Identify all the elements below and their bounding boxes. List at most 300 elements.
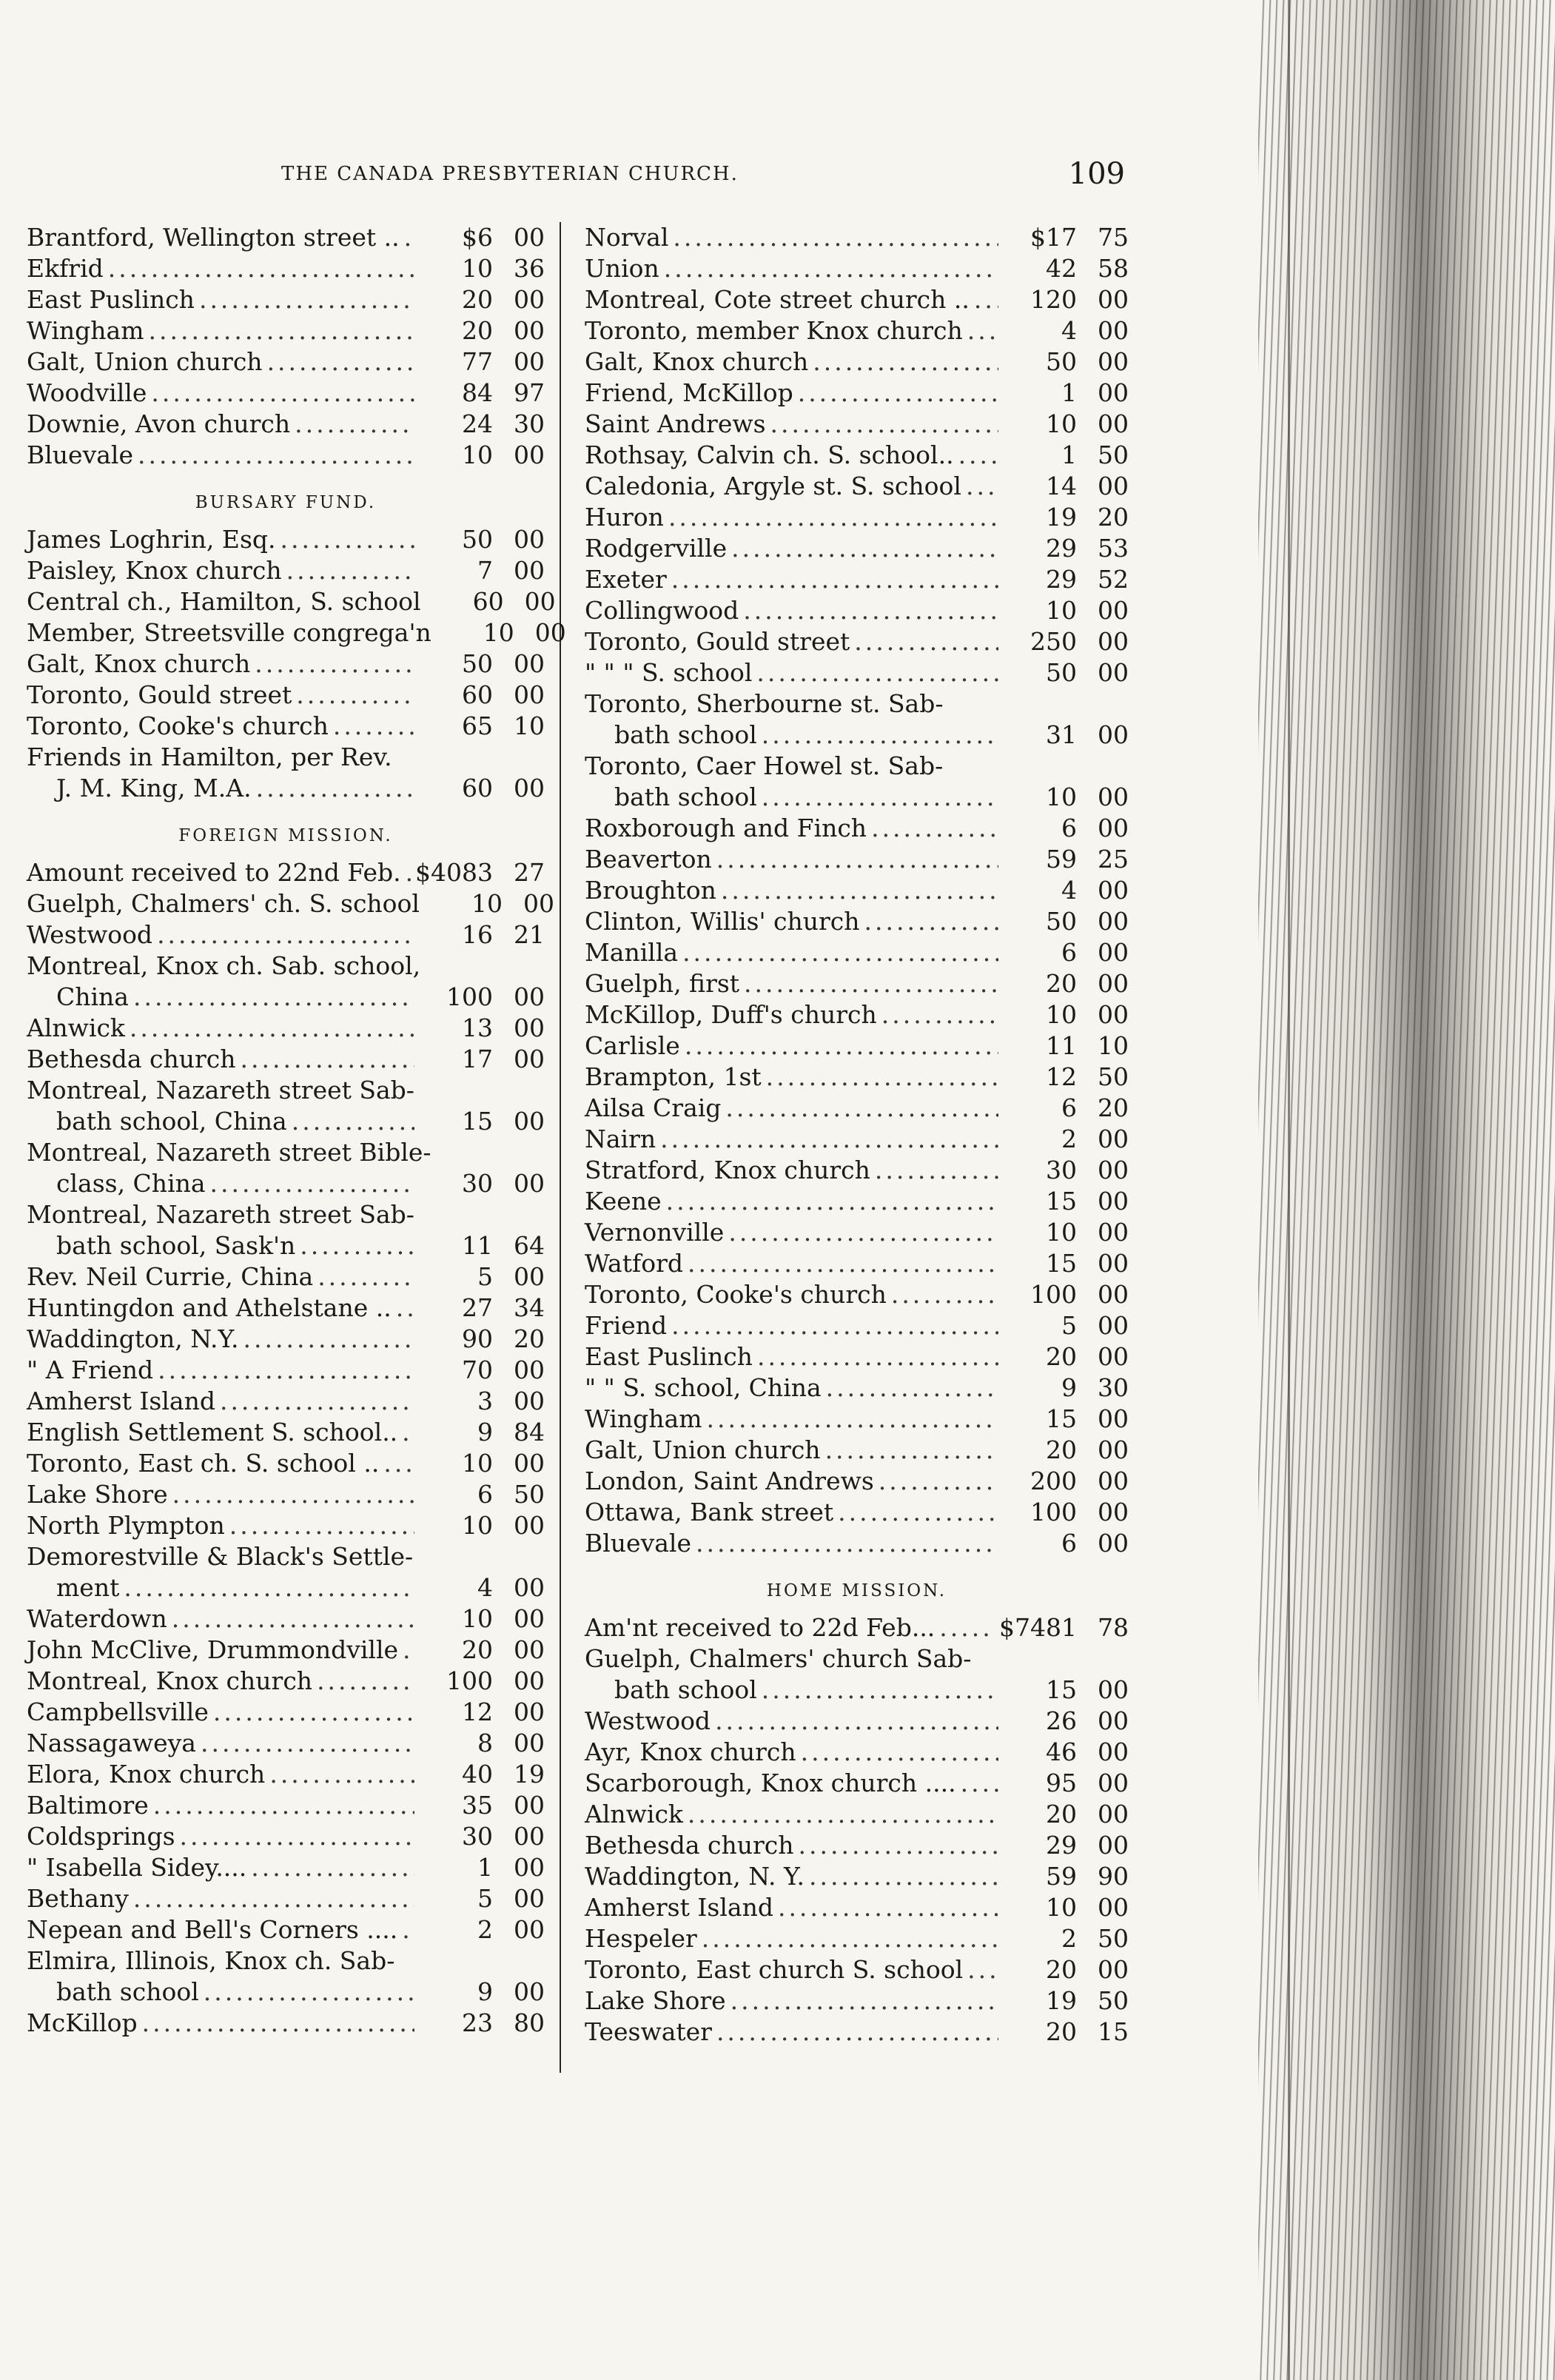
ledger-row [27, 1137, 545, 1168]
amount-cents: 00 [1098, 1156, 1129, 1184]
dot-leader [688, 1248, 998, 1279]
amount-cents: 20 [1098, 1093, 1129, 1122]
entry-amount [415, 857, 545, 888]
ledger-row [585, 284, 1129, 315]
bursary-list [27, 524, 566, 804]
ledger-row [27, 1044, 545, 1075]
entry-amount [419, 1790, 545, 1821]
entry-amount [1003, 844, 1129, 875]
entry-label: Am'nt received to 22d Feb... [585, 1613, 936, 1642]
entry-label: Wingham [27, 316, 144, 345]
amount-cents: 00 [1098, 1187, 1129, 1216]
amount-cents: 10 [514, 711, 545, 740]
amount-cents: 00 [1098, 378, 1129, 407]
entry-label: Lake Shore [27, 1480, 168, 1509]
amount-dollars: 10 [1046, 1218, 1077, 1247]
amount-dollars: 120 [1030, 285, 1077, 314]
dot-leader [668, 502, 998, 533]
amount-cents: 78 [1098, 1613, 1129, 1642]
entry-label: Toronto, Gould street [585, 627, 850, 656]
dot-leader [744, 968, 998, 999]
amount-dollars: 35 [462, 1791, 493, 1820]
amount-dollars: 50 [1046, 658, 1077, 687]
entry-label: Broughton [585, 876, 716, 905]
entry-amount [419, 1510, 545, 1541]
entry-amount [419, 1479, 545, 1510]
entry-amount [440, 617, 566, 648]
entry-label: John McClive, Drummondville [27, 1635, 399, 1664]
entry-label: Demorestville & Black's Settle- [27, 1542, 414, 1571]
entry-label: English Settlement S. school.. [27, 1418, 398, 1447]
ledger-row [585, 1404, 1129, 1435]
entry-amount [1003, 1186, 1129, 1217]
amount-cents: 75 [1098, 223, 1129, 252]
entry-label: Baltimore [27, 1791, 149, 1820]
section-heading-foreign-mission: FOREIGN MISSION. [178, 826, 393, 845]
ledger-row [27, 1635, 545, 1666]
entry-label: East Puslinch [27, 285, 195, 314]
dot-leader [756, 657, 998, 688]
dot-leader [696, 1528, 998, 1559]
entry-amount [419, 1168, 545, 1199]
entry-label: Roxborough and Finch [585, 814, 867, 842]
entry-amount [419, 773, 545, 804]
entry-amount [1003, 346, 1129, 378]
amount-cents: 00 [514, 982, 545, 1011]
amount-dollars: 60 [462, 680, 493, 709]
page-edge-shadow [1258, 0, 1555, 2380]
dot-leader [757, 1341, 998, 1372]
entry-label: Waddington, N.Y. [27, 1324, 239, 1353]
entry-label: London, Saint Andrews [585, 1466, 874, 1495]
dot-leader [762, 1675, 998, 1706]
amount-cents: 00 [1098, 1404, 1129, 1433]
entry-amount [419, 2008, 545, 2039]
amount-dollars: 5 [477, 1884, 493, 1913]
amount-dollars: 15 [1046, 1404, 1077, 1433]
dot-leader [762, 720, 998, 751]
entry-amount [1003, 315, 1129, 346]
ledger-row [27, 1417, 545, 1448]
entry-label: Nepean and Bell's Corners .... [27, 1915, 398, 1944]
dot-leader [404, 222, 414, 253]
entry-label: Hespeler [585, 1924, 697, 1953]
entry-label: Amherst Island [585, 1893, 773, 1922]
dot-leader [210, 1168, 414, 1199]
entry-label: bath school [614, 782, 757, 811]
entry-label: Toronto, Caer Howel st. Sab- [585, 751, 944, 780]
amount-cents: 00 [1098, 596, 1129, 625]
dot-leader [256, 773, 414, 804]
ledger-row [585, 1706, 1129, 1737]
amount-cents: 00 [1098, 876, 1129, 905]
dot-leader [731, 533, 998, 564]
amount-dollars: 10 [462, 440, 493, 469]
amount-cents: 00 [1098, 1737, 1129, 1766]
amount-cents: 00 [1098, 1831, 1129, 1860]
ledger-row [585, 1279, 1129, 1310]
amount-cents: 50 [514, 1480, 545, 1509]
entry-label: Lake Shore [585, 1986, 726, 2015]
dot-leader [728, 1217, 998, 1248]
entry-label: Vernonville [585, 1218, 725, 1247]
entry-label: Friend, McKillop [585, 378, 793, 407]
entry-amount [1003, 378, 1129, 409]
amount-cents: 36 [514, 254, 545, 283]
entry-amount [1003, 813, 1129, 844]
ledger-row [585, 315, 1129, 346]
ledger-row [27, 1603, 545, 1635]
dot-leader [402, 1417, 414, 1448]
amount-dollars: 10 [462, 1604, 493, 1633]
entry-label: bath school [56, 1977, 199, 2006]
amount-cents: 00 [514, 1573, 545, 1602]
entry-label: Collingwood [585, 596, 739, 625]
ledger-row [585, 378, 1129, 409]
entry-amount [419, 1728, 545, 1759]
entry-amount [430, 586, 556, 617]
amount-dollars: 10 [1046, 409, 1077, 438]
ledger-row [27, 1510, 545, 1541]
ledger-row [27, 1666, 545, 1697]
dot-leader [251, 1852, 414, 1883]
ledger-row [27, 919, 545, 951]
dot-leader [133, 982, 414, 1013]
amount-cents: 00 [1098, 1218, 1129, 1247]
dot-leader [267, 346, 414, 378]
entry-label: Friend [585, 1311, 668, 1340]
dot-leader [157, 919, 414, 951]
dot-leader [300, 1230, 414, 1261]
amount-cents: 00 [514, 1729, 545, 1757]
amount-cents: 30 [514, 409, 545, 438]
entry-amount [419, 1448, 545, 1479]
entry-amount [1003, 1248, 1129, 1279]
dot-leader [707, 1404, 999, 1435]
amount-dollars: 5 [477, 1262, 493, 1291]
entry-amount [419, 1852, 545, 1883]
amount-dollars: 20 [1046, 969, 1077, 998]
dot-leader [180, 1821, 415, 1852]
amount-dollars: 23 [462, 2008, 493, 2037]
amount-dollars: 77 [462, 347, 493, 376]
ledger-row [27, 1324, 545, 1355]
dot-leader [864, 906, 998, 937]
page-number: 109 [1068, 157, 1125, 191]
entry-amount [419, 253, 545, 284]
entry-label: Paisley, Knox church [27, 556, 282, 585]
ledger-row [27, 1821, 545, 1852]
amount-dollars: 10 [1046, 596, 1077, 625]
ledger-row [585, 813, 1129, 844]
amount-dollars: 50 [1046, 907, 1077, 936]
entry-amount [419, 1230, 545, 1261]
ledger-row [585, 937, 1129, 968]
entry-amount [1003, 471, 1129, 502]
entry-label: J. M. King, M.A. [56, 774, 252, 802]
amount-dollars: 17 [462, 1045, 493, 1073]
amount-cents: 00 [514, 1977, 545, 2006]
amount-cents: 00 [1098, 938, 1129, 967]
amount-dollars: 60 [472, 587, 504, 616]
amount-dollars: 26 [1046, 1706, 1077, 1735]
entry-label: Keene [585, 1187, 662, 1216]
entry-label: Stratford, Knox church [585, 1156, 870, 1184]
ledger-row [27, 648, 545, 680]
entry-label: Montreal, Knox ch. Sab. school, [27, 951, 421, 980]
section-heading-bursary: BURSARY FUND. [195, 493, 377, 512]
ledger-row [27, 586, 556, 617]
entry-label: " " " S. school [585, 658, 753, 687]
entry-label: Amount received to 22nd Feb. [27, 858, 401, 887]
amount-dollars: 100 [446, 982, 493, 1011]
amount-cents: 00 [1098, 658, 1129, 687]
amount-cents: 50 [1098, 440, 1129, 469]
entry-amount [429, 888, 554, 919]
entry-label: Ailsa Craig [585, 1093, 722, 1122]
amount-cents: 00 [514, 1791, 545, 1820]
ledger-row [585, 1497, 1129, 1528]
ledger-row [585, 1861, 1129, 1892]
dot-leader [213, 1697, 414, 1728]
amount-cents: 00 [514, 285, 545, 314]
dot-leader [220, 1386, 414, 1417]
entry-amount [1003, 564, 1129, 595]
amount-dollars: 20 [1046, 2017, 1077, 2046]
entry-label: Amherst Island [27, 1387, 215, 1415]
amount-cents: 00 [514, 1915, 545, 1944]
amount-dollars: 10 [483, 618, 514, 647]
amount-dollars: 27 [462, 1293, 493, 1322]
ledger-row [585, 1093, 1129, 1124]
amount-dollars: $6 [462, 223, 493, 252]
ledger-row [27, 1697, 545, 1728]
amount-dollars: 29 [1046, 534, 1077, 563]
dot-leader [809, 1861, 998, 1892]
ledger-row [585, 626, 1129, 657]
amount-cents: 15 [1098, 2017, 1129, 2046]
amount-cents: 00 [514, 347, 545, 376]
amount-dollars: 2 [1061, 1924, 1077, 1953]
entry-amount [419, 1044, 545, 1075]
ledger-row [27, 888, 554, 919]
entry-amount [419, 1106, 545, 1137]
entry-amount [419, 648, 545, 680]
entry-label: Teeswater [585, 2017, 712, 2046]
entry-label: Bluevale [585, 1529, 691, 1558]
amount-dollars: 1 [477, 1853, 493, 1882]
amount-cents: 25 [1098, 845, 1129, 874]
amount-cents: 00 [514, 1449, 545, 1478]
amount-dollars: 11 [462, 1231, 493, 1260]
entry-amount [1003, 1310, 1129, 1341]
entry-amount [1003, 1093, 1129, 1124]
dot-leader [685, 1030, 998, 1062]
dot-leader [891, 1279, 998, 1310]
ledger-row [585, 595, 1129, 626]
amount-cents: 00 [1098, 1280, 1129, 1309]
amount-dollars: 4 [1061, 876, 1077, 905]
amount-dollars: 4 [1061, 316, 1077, 345]
entry-label: Montreal, Nazareth street Sab- [27, 1200, 414, 1229]
ledger-row [27, 1883, 545, 1914]
dot-leader [671, 564, 998, 595]
entry-label: Beaverton [585, 845, 712, 874]
ledger-row [27, 1386, 545, 1417]
amount-cents: 64 [514, 1231, 545, 1260]
dot-leader [721, 875, 998, 906]
dot-leader [967, 1954, 998, 1985]
entry-label: bath school [614, 720, 757, 749]
entry-label: Waterdown [27, 1604, 167, 1633]
dot-leader [229, 1510, 414, 1541]
amount-cents: 20 [514, 1324, 545, 1353]
dot-leader [939, 1612, 995, 1643]
entry-amount [1003, 502, 1129, 533]
entry-label: Waddington, N. Y. [585, 1862, 805, 1891]
amount-cents: 50 [1098, 1924, 1129, 1953]
dot-leader [778, 1892, 998, 1923]
entry-label: Wingham [585, 1404, 702, 1433]
entry-amount [419, 1261, 545, 1293]
ledger-row [585, 564, 1129, 595]
amount-cents: 10 [1098, 1031, 1129, 1060]
amount-cents: 21 [514, 920, 545, 949]
amount-dollars: 6 [477, 1480, 493, 1509]
entry-label: Nassagaweya [27, 1729, 196, 1757]
amount-cents: 00 [1098, 1342, 1129, 1371]
entry-label: Manilla [585, 938, 679, 967]
ledger-row [27, 1230, 545, 1261]
amount-cents: 00 [514, 774, 545, 802]
entry-amount [419, 409, 545, 440]
entry-label: Exeter [585, 565, 667, 594]
ledger-row [27, 222, 545, 253]
dot-leader [879, 1466, 998, 1497]
entry-label: Toronto, Cooke's church [585, 1280, 887, 1309]
amount-cents: 00 [514, 1045, 545, 1073]
amount-cents: 52 [1098, 565, 1129, 594]
entry-amount [1003, 875, 1129, 906]
ledger-row [27, 1479, 545, 1510]
entry-label: Brampton, 1st [585, 1062, 762, 1091]
amount-dollars: 100 [446, 1666, 493, 1695]
ledger-row [585, 1310, 1129, 1341]
dot-leader [826, 1372, 998, 1404]
amount-cents: 00 [514, 680, 545, 709]
ledger-row [27, 1728, 545, 1759]
dot-leader [716, 2017, 998, 2048]
amount-dollars: 9 [477, 1977, 493, 2006]
ledger-row [585, 782, 1129, 813]
ledger-row [585, 1248, 1129, 1279]
ledger-row [585, 968, 1129, 999]
dot-leader [666, 1186, 998, 1217]
dot-leader [682, 937, 998, 968]
ledger-row [585, 253, 1129, 284]
ledger-row [27, 1852, 545, 1883]
amount-cents: 00 [1098, 1498, 1129, 1526]
ledger-row [585, 1737, 1129, 1768]
amount-dollars: 42 [1046, 254, 1077, 283]
ledger-row [27, 951, 545, 982]
entry-amount [1003, 2017, 1129, 2048]
amount-cents: 00 [514, 1262, 545, 1291]
ledger-row [27, 1261, 545, 1293]
ledger-row [27, 857, 545, 888]
amount-cents: 00 [1098, 627, 1129, 656]
amount-cents: 00 [1098, 720, 1129, 749]
ledger-row [585, 502, 1129, 533]
ledger-row [585, 720, 1129, 751]
entry-label: Rodgerville [585, 534, 728, 563]
entry-label: Elora, Knox church [27, 1760, 266, 1789]
dot-leader [383, 1448, 414, 1479]
dot-leader [201, 1728, 414, 1759]
entry-amount [1003, 1404, 1129, 1435]
entry-amount [1003, 440, 1129, 471]
entry-amount [419, 1697, 545, 1728]
dot-leader [402, 1914, 414, 1945]
ledger-row [27, 524, 545, 555]
entry-amount [419, 315, 545, 346]
entry-amount [1003, 1341, 1129, 1372]
dot-leader [142, 2008, 414, 2039]
entry-amount [419, 346, 545, 378]
ledger-row [27, 555, 545, 586]
entry-amount [1003, 284, 1129, 315]
entry-label: Westwood [27, 920, 153, 949]
ledger-row [27, 1914, 545, 1945]
ledger-row [27, 315, 545, 346]
entry-amount [419, 524, 545, 555]
amount-cents: 00 [1098, 814, 1129, 842]
amount-cents: 90 [1098, 1862, 1129, 1891]
dot-leader [199, 284, 414, 315]
entry-amount [419, 1355, 545, 1386]
amount-cents: 00 [1098, 1529, 1129, 1558]
entry-label: Rothsay, Calvin ch. S. school.. [585, 440, 954, 469]
entry-label: bath school, Sask'n [56, 1231, 296, 1260]
amount-cents: 00 [1098, 1706, 1129, 1735]
amount-cents: 00 [514, 525, 545, 554]
ledger-row [585, 222, 1129, 253]
ledger-row [27, 2008, 545, 2039]
home-mission-list [585, 1612, 1129, 2048]
dot-leader [396, 1293, 414, 1324]
amount-cents: 00 [1098, 782, 1129, 811]
ledger-row [585, 471, 1129, 502]
amount-dollars: 6 [1061, 1093, 1077, 1122]
dot-leader [770, 409, 998, 440]
ledger-row [27, 1106, 545, 1137]
foreign-mission-list [27, 857, 554, 2039]
entry-amount [419, 1417, 545, 1448]
entry-amount [1003, 222, 1129, 253]
section-heading-home-mission: HOME MISSION. [766, 1581, 947, 1600]
entry-label: China [56, 982, 129, 1011]
entry-label: class, China [56, 1169, 206, 1198]
ledger-row [27, 378, 545, 409]
amount-dollars: 7 [477, 556, 493, 585]
entry-amount [1003, 1062, 1129, 1093]
entry-label: Norval [585, 223, 669, 252]
ledger-row [585, 1155, 1129, 1186]
amount-cents: 00 [514, 1697, 545, 1726]
entry-label: Member, Streetsville congrega'n [27, 618, 431, 647]
ledger-row [585, 1675, 1129, 1706]
entry-amount [1003, 720, 1129, 751]
